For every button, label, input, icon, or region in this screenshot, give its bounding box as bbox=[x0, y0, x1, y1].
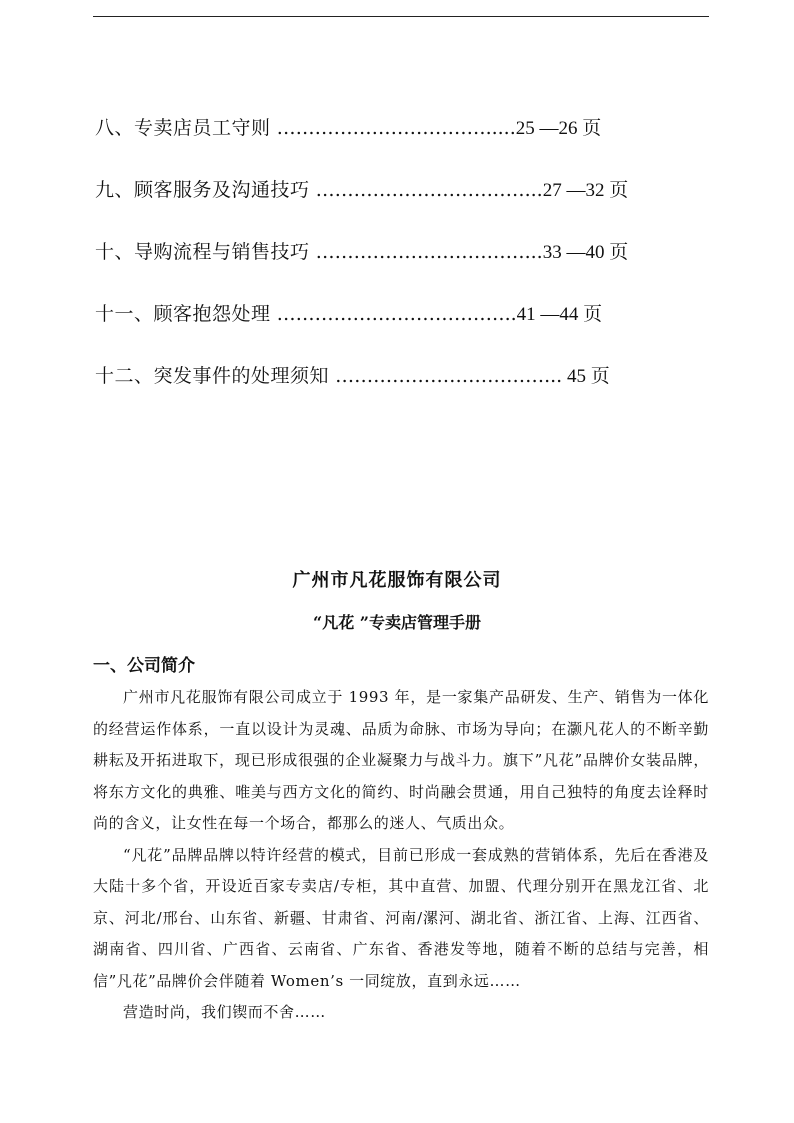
toc-entry-label: 十一、顾客抱怨处理 bbox=[95, 303, 271, 325]
toc-leader-dots: ……………………………... bbox=[315, 179, 543, 201]
toc-entry-label: 十二、突发事件的处理须知 bbox=[95, 365, 330, 387]
section-heading: 一、公司简介 bbox=[93, 656, 195, 676]
toc-entry-9 bbox=[95, 170, 675, 210]
paragraph: “凡花”品牌品牌以特许经营的模式，目前已形成一套成熟的营销体系，先后在香港及大陆十多个省，开设近百家专卖店/专柜，其中直营、加盟、代理分别开在黑龙江省、北京、河北/邢台、山东省、新疆、甘肃省、河南/漯河、湖北省、浙江省、上海、江西省、湖南省、四川省、广西省、云南省、广东省、香港发等地，随着不断的总结与完善，相信”凡花”品牌价会伴随着 Women’s 一同绽放，直到永远…… bbox=[93, 845, 709, 990]
toc-entry-10 bbox=[95, 232, 675, 272]
toc-leader-dots: ……………………………... bbox=[335, 365, 563, 387]
toc-entry-11 bbox=[95, 294, 675, 334]
company-intro-body bbox=[93, 682, 709, 1029]
paragraph: 营造时尚，我们锲而不舍…… bbox=[123, 1003, 326, 1021]
toc-page-range: 41 —44 页 bbox=[516, 304, 603, 325]
toc-entry-label: 十、导购流程与销售技巧 bbox=[95, 241, 310, 263]
toc-leader-dots: ……………………………..... bbox=[276, 117, 516, 139]
paragraph: 广州市凡花服饰有限公司成立于 1993 年，是一家集产品研发、生产、销售为一体化的经营运作体系，一直以设计为灵魂、品质为命脉、市场为导向；在灏凡花人的不断辛勤耕耘及开拓进取下，现已形成很强的企业凝聚力与战斗力。旗下”凡花”品牌价女装品牌，将东方文化的典雅、唯美与西方文化的简约、时尚融会贯通，用自己独特的角度去诠释时尚的含义，让女性在每一个场合，都那么的迷人、气质出众。 bbox=[93, 688, 709, 832]
toc-entry-label: 九、顾客服务及沟通技巧 bbox=[95, 179, 310, 201]
toc-leader-dots: ……………………………….. bbox=[276, 303, 517, 325]
toc-entry-8 bbox=[95, 108, 675, 148]
toc-leader-dots: ……………………………... bbox=[315, 241, 543, 263]
toc-page-range: 45 页 bbox=[562, 366, 610, 387]
toc-page-range: 27 —32 页 bbox=[542, 180, 629, 201]
toc-page-range: 33 —40 页 bbox=[542, 242, 629, 263]
toc-entry-12 bbox=[95, 356, 675, 396]
toc-entry-label: 八、专卖店员工守则 bbox=[95, 117, 271, 139]
manual-title: “凡花 ”专卖店管理手册 bbox=[313, 613, 481, 632]
header-rule bbox=[93, 16, 709, 17]
company-title: 广州市凡花服饰有限公司 bbox=[292, 570, 502, 591]
toc-page-range: 25 —26 页 bbox=[515, 118, 602, 139]
